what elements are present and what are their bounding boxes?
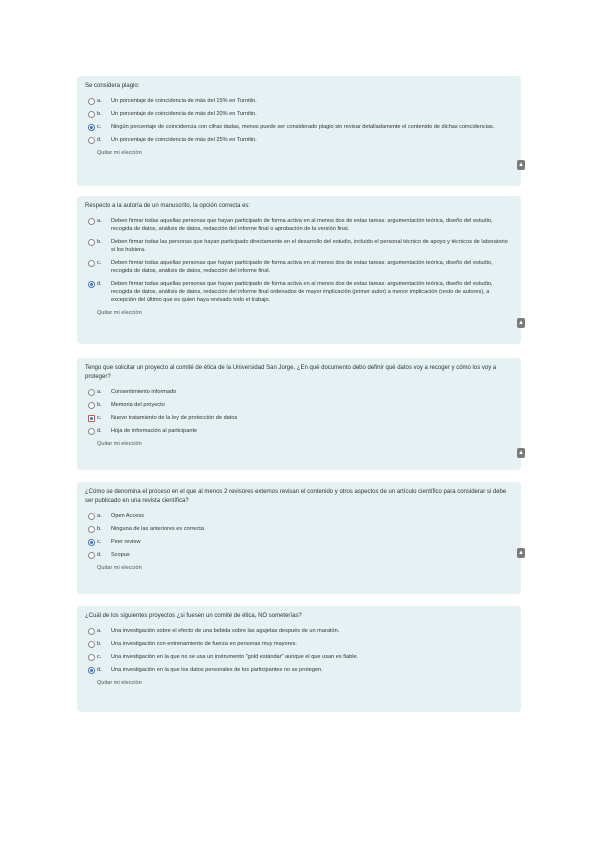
question-card — [77, 196, 521, 344]
radio-button[interactable] — [88, 239, 95, 246]
option-b[interactable]: b. Deben firmar todas las personas que hayan participado directamente en el desarrollo del estudio, incluido el personal técnico de apoyo y técnicos de laboratorio si los hubiera. — [85, 238, 513, 254]
option-b[interactable]: b. Un porcentaje de coincidencia de más del 20% en Turnitin. — [85, 110, 513, 118]
clear-choice-link[interactable]: Quitar mi elección — [97, 680, 142, 686]
option-d[interactable]: d. Hoja de información al participante — [85, 427, 513, 435]
radio-button[interactable] — [88, 218, 95, 225]
question-text: ¿Cómo se denomina el proceso en el que al menos 2 revisores externos revisan el contenido y otros aspectos de un artículo científico para considerar si debe ser publicado en una revista científica? — [85, 489, 507, 504]
radio-button[interactable] — [88, 552, 95, 559]
option-a[interactable]: a. Un porcentaje de coincidencia de más del 15% en Turnitin. — [85, 97, 513, 105]
question-text: Tengo que solicitar un proyecto al comité de ética de la Universidad San Jorge, ¿En qué documento debo definir qué datos voy a recoger y cómo los voy a proteger? — [85, 365, 497, 380]
option-b[interactable]: b. Memoria del proyecto — [85, 401, 513, 409]
question-card — [77, 76, 521, 186]
radio-button[interactable] — [88, 641, 95, 648]
radio-button[interactable] — [88, 389, 95, 396]
radio-button[interactable] — [88, 98, 95, 105]
radio-button[interactable] — [88, 260, 95, 267]
radio-button-selected[interactable] — [88, 415, 95, 422]
option-b[interactable]: b. Una investigación con entrenamiento de fuerza en personas muy mayores. — [85, 640, 513, 648]
radio-button[interactable] — [88, 654, 95, 661]
radio-button[interactable] — [88, 428, 95, 435]
option-c[interactable]: c. Ningún porcentaje de coincidencia con cifras dadas, menos puede ser considerado plagio sin revisar detalladamente el contenido de dichas coincidencias. — [85, 123, 513, 131]
option-c[interactable]: c. Deben firmar todas aquellas personas que hayan participado de forma activa en al menos dos de estas tareas: argumentación teórica, diseño del estudio, recogida de datos, análisis de datos, redacción del informe final. — [85, 259, 513, 275]
flag-icon[interactable]: ▲ — [518, 550, 524, 556]
option-a[interactable]: a. Consentimiento informado — [85, 388, 513, 396]
option-d[interactable]: d. Scopus — [85, 551, 513, 559]
option-a[interactable]: a. Open Access — [85, 512, 513, 520]
question-text: ¿Cuál de los siguientes proyectos ¿si fuesen un comité de ética, NO someterías? — [85, 613, 302, 619]
radio-button-selected[interactable] — [88, 539, 95, 546]
clear-choice-link[interactable]: Quitar mi elección — [97, 310, 142, 316]
radio-button[interactable] — [88, 137, 95, 144]
radio-button[interactable] — [88, 628, 95, 635]
question-text: Se considera plagio: — [85, 83, 140, 89]
clear-choice-link[interactable]: Quitar mi elección — [97, 565, 142, 571]
radio-button[interactable] — [88, 526, 95, 533]
radio-button[interactable] — [88, 111, 95, 118]
flag-icon[interactable]: ▲ — [518, 320, 524, 326]
question-text: Respecto a la autoría de un manuscrito, la opción correcta es: — [85, 203, 251, 209]
radio-button[interactable] — [88, 513, 95, 520]
question-card — [77, 606, 521, 712]
radio-button[interactable] — [88, 402, 95, 409]
option-d[interactable]: d. Deben firmar todas aquellas personas que hayan participado de forma activa en al menos dos de estas tareas: argumentación teórica, diseño del estudio, recogida de datos, análisis de datos, redacción del informe final ordenados de mayor implicación (primer autor) a menor implicación (resto de autores), a excepción del último que es quien haya revisado todo el trabajo. — [85, 280, 513, 304]
radio-button-selected[interactable] — [88, 124, 95, 131]
option-c[interactable]: c. Una investigación en la que no se usa un instrumento "gold estándar" aunque el que usan es fiable. — [85, 653, 513, 661]
question-card — [77, 358, 521, 470]
clear-choice-link[interactable]: Quitar mi elección — [97, 441, 142, 447]
option-c[interactable]: c. Peer review — [85, 538, 513, 546]
clear-choice-link[interactable]: Quitar mi elección — [97, 150, 142, 156]
option-b[interactable]: b. Ninguna de las anteriores es correcta — [85, 525, 513, 533]
radio-button-selected[interactable] — [88, 281, 95, 288]
flag-icon[interactable]: ▲ — [518, 450, 524, 456]
question-card — [77, 482, 521, 594]
option-a[interactable]: a. Una investigación sobre el efecto de una bebida sobre las agujetas después de un maratón. — [85, 627, 513, 635]
option-d[interactable]: d. Una investigación en la que los datos personales de los participantes no se protegen. — [85, 666, 513, 674]
radio-button-selected[interactable] — [88, 667, 95, 674]
flag-icon[interactable]: ▲ — [518, 162, 524, 168]
option-c[interactable]: c. Nuevo tratamiento de la ley de protección de datos — [85, 414, 513, 422]
option-a[interactable]: a. Deben firmar todas aquellas personas que hayan participado de forma activa en al menos dos de estas tareas: argumentación teórica, diseño del estudio, recogida de datos, análisis de datos, redacción del informe final o aprobación de la versión final. — [85, 217, 513, 233]
option-d[interactable]: d. Un porcentaje de coincidencia de más del 25% en Turnitin. — [85, 136, 513, 144]
